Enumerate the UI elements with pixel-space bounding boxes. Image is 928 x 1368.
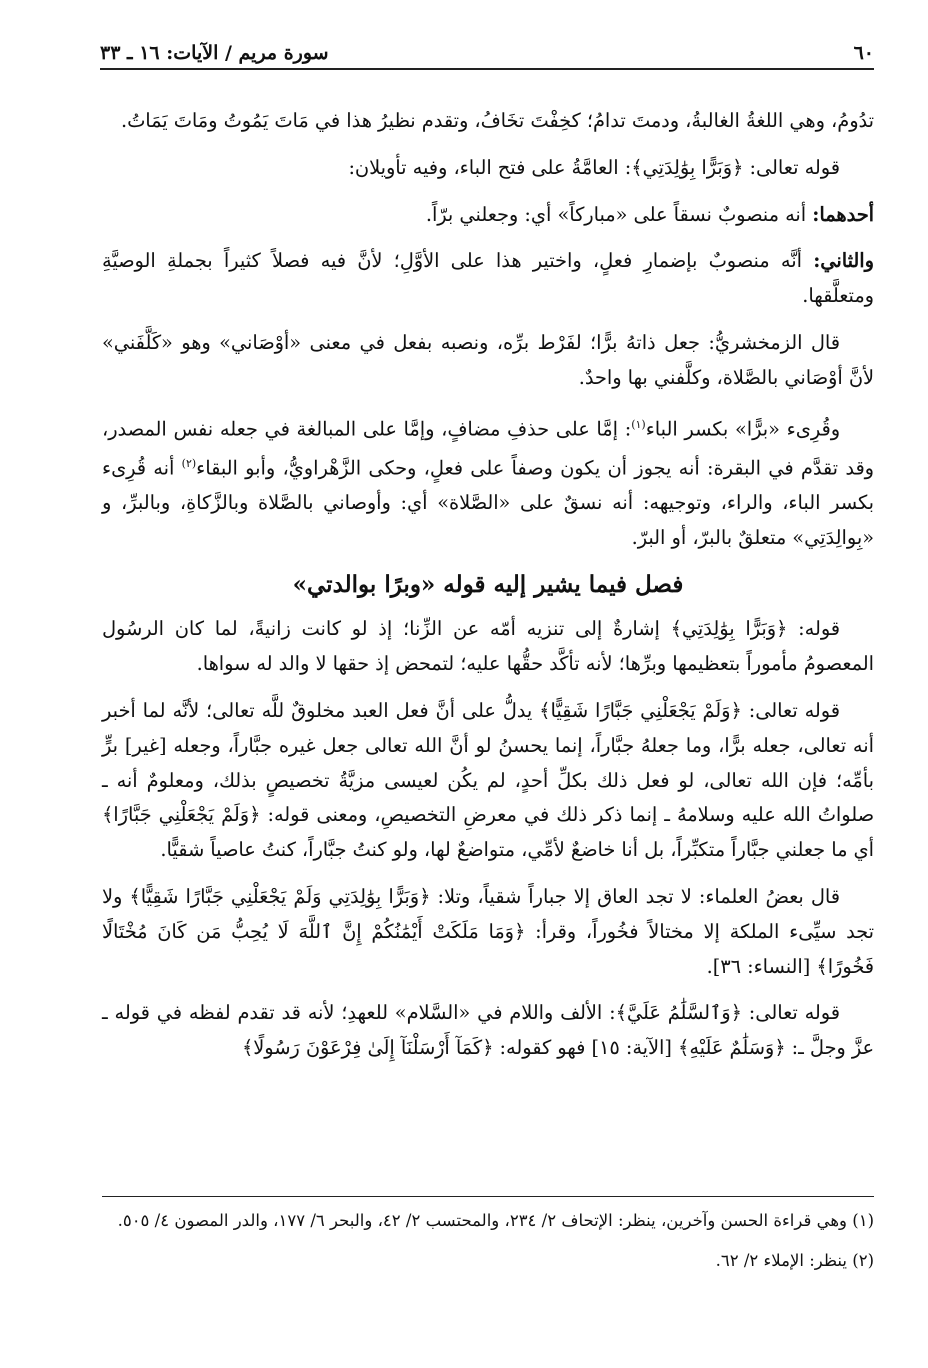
paragraph-text: أنه منصوبٌ نسقاً على «مباركاً» أي: وجعلني برّاً. <box>425 202 807 226</box>
paragraph: قوله: ﴿وَبَرًّا بِوَٰلِدَتِي﴾ إشارةٌ إلى تنزيه أمّه عن الزِّنا؛ إذ لو كانت زانيةً، لما كان الرسُول المعصومُ مأموراً بتعظيمها وبرِّها؛ لأنه تأكَّد حقُّها عليه؛ لتمحض إذ حقها لا والد له سواها. <box>102 617 874 676</box>
paragraph: قال الزمخشريُّ: جعل ذاتهُ برًّا؛ لفَرْط برِّه، ونصبه بفعل في معنى «أوْصَاني» وهو «كَلَّفَني» لأنَّ أوْصَاني بالصَّلاة، وكلَّفني بها واحدٌ. <box>102 330 874 389</box>
main-text <box>102 104 874 1078</box>
paragraph: قوله تعالى: ﴿وَبَرًّا بِوَٰلِدَتِي﴾: العامَّةُ على فتح الباء، وفيه تأويلان: <box>348 155 840 179</box>
footnote-ref[interactable]: (١) <box>631 417 646 431</box>
paragraph: تدُومُ، وهي اللغةُ الغالبةُ، ودمتَ تدامُ؛ كخِفْتَ تخَافُ، وتقدم نظيرُ هذا في مَاتَ يَمُوتُ ومَاتَ يَمَاتُ. <box>120 109 874 132</box>
paragraph-text: : إمَّا على حذفِ مضافٍ، وإمَّا على المبالغة في جعله نفس المصدر، وقد تقدَّم في البقرة: أنه يجوز أن يكون وصفاً على فعلٍ، وحكى الزَّهْراويُّ، وأبو البقاء <box>102 417 874 480</box>
footnote-ref[interactable]: (٢) <box>181 456 197 470</box>
paragraph-text: أنَّه منصوبٌ بإضمارِ فعلٍ، واختير هذا على الأوَّلِ؛ لأنَّ فيه فصلاً كثيراً بجملةِ الوصيَّةِ ومتعلَّقها. <box>102 249 874 308</box>
paragraph-text: أنه قُرِىء بكسر الباء، والراء، وتوجيهه: أنه نسقٌ على «الصَّلاة» أي: وأوصاني بالصَّلاة وبالزَّكاةِ، وبالبرِّ، و «بِوالِدَتِي» متعلقٌ بالبرّ، أو البرّ. <box>102 456 874 549</box>
page-header <box>100 34 874 70</box>
paragraph-lead: والثاني: <box>813 249 874 273</box>
footnote: (٢) ينظر: الإملاء ٢/ ٦٢. <box>715 1251 874 1270</box>
paragraph: قوله تعالى: ﴿وَلَمْ يَجْعَلْنِي جَبَّارًا شَقِيًّا﴾ يدلُّ على أنَّ فعل العبد مخلوقٌ للَّه تعالى؛ لأنَّه لما أخبر أنه تعالى، جعله برًّا، وما جعلهُ جبَّاراً، إنما يحسنُ لو أنَّ الله تعالى جعل غيره جبَّاراً، وجعله [غير] برٍّ بأمِّه؛ فإن الله تعالى، لو فعل ذلك بكلِّ أحدٍ، لم يكُن لعيسى مزيَّةُ تخصيصٍ بذلك، ومعلومٌ أنه ـ صلواتُ الله عليه وسلامهُ ـ إنما ذكر ذلك في معرضِ التخصيصِ، ومعنى قوله: ﴿وَلَمْ يَجْعَلْنِي جَبَّارًا﴾ أي ما جعلني جبَّاراً متكبِّراً، بل أنا خاضعٌ لأمِّي، متواضعٌ لها، ولو كنتُ جبَّاراً، كنتُ عاصياً شقيًّا. <box>102 699 874 862</box>
footnotes <box>102 1196 874 1285</box>
paragraph <box>102 244 874 314</box>
paragraph: قوله تعالى: ﴿وَٱلسَّلَٰمُ عَلَيَّ﴾: الألف واللام في «السَّلام» للعهدِ؛ لأنه قد تقدم لفظه في قوله ـ عزَّ وجلَّ ـ: ﴿وَسَلَٰمٌ عَلَيْهِ﴾ [الآية: ١٥] فهو كقوله: ﴿كَمَآ أَرْسَلْنَآ إِلَىٰ فِرْعَوْنَ رَسُولًا﴾ <box>102 1001 874 1060</box>
paragraph: قال بعضُ العلماء: لا تجد العاق إلا جباراً شقياً، وتلا: ﴿وَبَرًّا بِوَٰلِدَتِي وَلَمْ يَجْعَلْنِي جَبَّارًا شَقِيًّا﴾ ولا تجد سيِّىء الملكة إلا مختالاً فخُوراً، وقرأ: ﴿وَمَا مَلَكَتْ أَيْمَٰنُكُمْ إِنَّ ٱللَّهَ لَا يُحِبُّ مَن كَانَ مُخْتَالًا فَخُورًا﴾ [النساء: ٣٦]. <box>102 884 874 978</box>
section-heading: فصل فيما يشير إليه قوله «وبرًا بوالدتي» <box>292 570 684 598</box>
footnote: (١) وهي قراءة الحسن وآخرين، ينظر: الإتحاف ٢/ ٢٣٤، والمحتسب ٢/ ٤٢، والبحر ٦/ ١٧٧، والدر المصون ٤/ ٥٠٥. <box>117 1211 874 1230</box>
paragraph <box>102 408 874 556</box>
paragraph <box>102 198 874 233</box>
paragraph-lead: أحدهما: <box>812 202 874 226</box>
running-title: سورة مريم / الآيات: ١٦ ـ ٣٣ <box>100 42 329 64</box>
page-number: ٦٠ <box>853 42 874 64</box>
paragraph-text: وقُرِىء «برًّا» بكسر الباء <box>645 417 841 440</box>
